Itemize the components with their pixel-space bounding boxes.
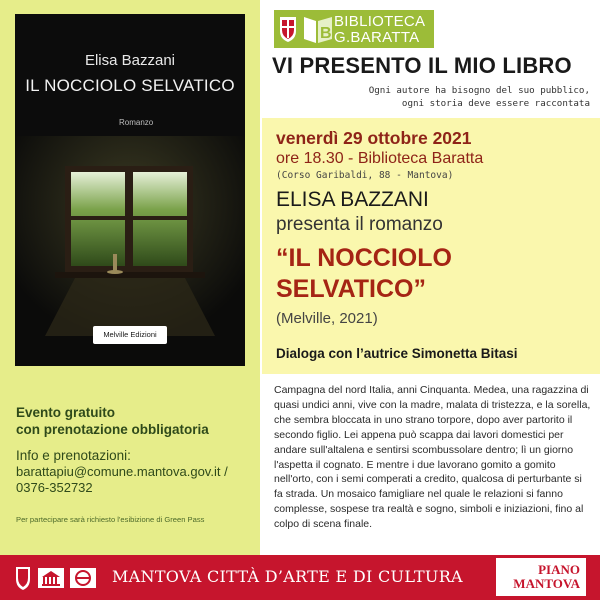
cover-genre: Romanzo xyxy=(119,118,154,127)
event-box xyxy=(262,118,600,374)
cover-publisher: Melville Edizioni xyxy=(93,326,167,344)
info-title: Info e prenotazioni: xyxy=(16,448,131,463)
piano-line: PIANO xyxy=(538,562,580,577)
tagline-line2: ogni storia deve essere raccontata xyxy=(401,98,590,109)
footer xyxy=(0,555,600,600)
event-note-line1: Evento gratuito xyxy=(16,405,116,420)
book-cover xyxy=(15,14,245,366)
footer-logos xyxy=(14,565,98,591)
footer-title: MANTOVA CITTÀ D’ARTE E DI CULTURA xyxy=(112,567,463,586)
event-dialog: Dialoga con l’autrice Simonetta Bitasi xyxy=(276,346,518,361)
piano-mantova-logo xyxy=(496,558,586,596)
tagline xyxy=(272,84,590,110)
event-book-title-line1: “IL NOCCIOLO xyxy=(276,244,452,272)
greenpass-note: Per partecipare sarà richiesto l'esibizione di Green Pass xyxy=(16,515,205,524)
unesco-icon xyxy=(38,568,64,588)
cover-title: IL NOCCIOLO SELVATICO xyxy=(25,76,235,95)
cover-author: Elisa Bazzani xyxy=(84,52,176,69)
heritage-icon xyxy=(70,568,96,588)
event-author: ELISA BAZZANI xyxy=(276,188,429,211)
mantova-crest-icon xyxy=(278,15,298,43)
mantova-line: MANTOVA xyxy=(513,576,580,591)
biblioteca-logo xyxy=(274,10,434,48)
event-date: venerdì 29 ottobre 2021 xyxy=(276,128,472,148)
event-presents: presenta il romanzo xyxy=(276,214,443,235)
left-panel xyxy=(0,0,260,555)
synopsis: Campagna del nord Italia, anni Cinquanta. Medea, una ragazzina di quasi undici anni, vive con la madre, malata di tristezza, e la sorella, che sembra bloccata in uno strano torpore, dopo aver partorito il secondo figlio. Lei appena può scappa dai lavori domestici per andare sull'altalena e sentirsi scombussolare dentro; lì un giorno l'aspetta il cognato. E mentre i due lavorano gomito a gomito nell'orto, con i semi comperati a credito, qualcosa di perturbante si fa strada. Un mosaico famigliare nel quale le relazioni si fanno complesse, sospese tra realtà e sogno, simboli e iniziazioni, fino al colpo di scena finale. xyxy=(274,384,591,531)
logo-text-line1: BIBLIOTECA xyxy=(334,13,426,30)
tagline-line1: Ogni autore ha bisogno del suo pubblico, xyxy=(368,85,590,96)
event-time: ore 18.30 - Biblioteca Baratta xyxy=(276,150,484,167)
mantova-crest-icon xyxy=(16,567,30,590)
event-book-title-line2: SELVATICO” xyxy=(276,275,426,303)
info-email[interactable]: barattapiu@comune.mantova.gov.it / xyxy=(16,464,228,479)
biblioteca-b-logo-icon xyxy=(302,13,334,45)
event-edition: (Melville, 2021) xyxy=(276,310,378,327)
event-note xyxy=(16,404,252,438)
info-phone[interactable]: 0376-352732 xyxy=(16,480,93,495)
event-note-line2: con prenotazione obbligatoria xyxy=(16,422,209,437)
svg-text:B: B xyxy=(320,25,332,42)
event-address: (Corso Garibaldi, 88 - Mantova) xyxy=(276,170,454,181)
page-title: VI PRESENTO IL MIO LIBRO xyxy=(272,53,572,78)
info-block xyxy=(16,448,252,496)
logo-text-line2: G.BARATTA xyxy=(334,29,420,46)
